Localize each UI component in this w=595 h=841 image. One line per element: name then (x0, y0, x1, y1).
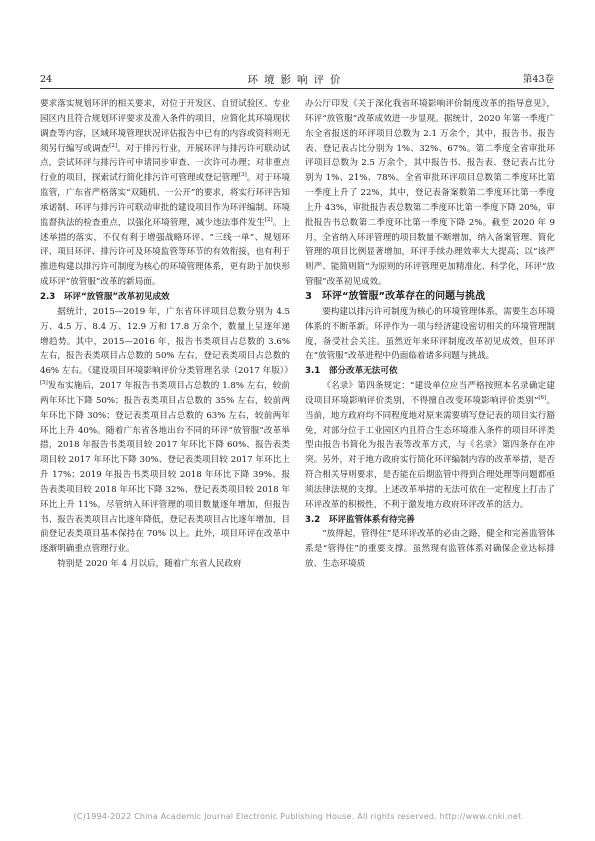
section-heading-3: 3 环评“放管服”改革存在的问题与挑战 (305, 290, 486, 302)
paragraph (40, 305, 293, 557)
text-run: 据统计，2015—2019 年，广东省环评项目总数分别为 4.5 万、4.5 万、8.4 万、12.9 万和 17.8 万余个，数量上呈逐年递增趋势。其中，2015—2016 年，报告书类项目占总数的 3.6% 左右，报告表类项目占总数的 50% 左右，登记表类项目占总数的 46% 左右。《建设项目环境影响评价分类管理名录（2017 年版）》 (40, 306, 293, 377)
text-run: 。对于排污行业，开展环评与排污许可联动试点，尝试环评与排污许可申请同步审查、一次许可办理；对非重点行业的项目，探索试行简化排污许可管理或登记管理 (40, 143, 290, 184)
paragraph: “放得起，管得住”是环评改革的必由之路，健全和完善监管体系是“管得住”的重要支撑。虽然现有监管体系对确保企业达标排放、生态环境质 (305, 529, 555, 570)
paragraph: 办公厅印发《关于深化我省环境影响评价制度改革的指导意见》，环评“放管服”改革成效进一步显现。据统计，2020 年第一季度广东全省报送的环评项目总数为 2.1 万余个，其中，报告书、报告表、登记表占比分别为 1%、32%、67%。第二季度全省审批环评项目总数为 2.5 万余个，其中报告书、报告表、登记表占比分别为 1%、21%、78%。全省审批环评项目总数第二季度环比第一季度上升了 22%，其中，登记表备案数第二季度环比第一季度上升 43%，审批报告表总数第二季度环比第一季度下降 20%，审批报告书总数第二季度环比第一季度下降 2%。截至 2020 年 9 月，全省纳入环评管理的项目数量不断增加，纳入备案管理、简化管理的项目比例显著增加，环评手续办理效率大大提高；以“该严则严、能简则简”为原则的环评管理更加精准化、科学化，环评“放管服”改革初见成效。 (305, 99, 555, 288)
volume-issue: 第43卷 (522, 74, 554, 85)
text-run: 《名录》第四条规定：“建设单位应当严格按照本名录确定建设项目环境影响评价类别，不得擅自改变环境影响评价类别” (305, 381, 555, 406)
text-run: 。当前，地方政府均不同程度地对原来需要填写登记表的项目实行豁免，对部分位于工业园区内且符合生态环境准入条件的项目环评类型由报告书简化为报告表等改革方式，与《名录》第四条存在冲突。另外，对于地方政府实行简化环评编制内容的改革举措，是否符合相关导则要求，是否能在后期监管中得到合理处理等问题都亟须法律法规的支撑。上述改革举措的无法可依在一定程度上打击了环评改革的积极性，不利于激发地方政府环评改革的活力。 (305, 395, 555, 510)
section-heading-2-3: 2.3 环评“放管服”改革初见成效 (40, 291, 170, 302)
journal-title: 环境影响评价 (247, 74, 347, 86)
section-heading-3-1: 3.1 部分改革无法可依 (305, 366, 398, 377)
paragraph: 要构建以排污许可制度为核心的环境管理体系，需要生态环境体系的不断革新。环评作为一项与经济建设密切相关的环境管理制度，备受社会关注。虽然近年来环评制度改革初见成效，但环评在“放管服”改革进程中仍面临着诸多问题与挑战。 (305, 306, 555, 362)
right-column (305, 97, 555, 572)
paragraph (40, 97, 290, 290)
text-run: 要求落实规划环评的相关要求，对位于开发区、自贸试验区、专业园区内且符合规划环评要求及准入条件的项目，应简化其环境现状调查等内容，区域环境管理状况评估报告中已有的内容或资料则无须另行编写或调查 (40, 99, 290, 154)
left-column (40, 97, 293, 572)
paragraph: 特别是 2020 年 4 月以后，随着广东省人民政府 (57, 559, 242, 570)
citation[interactable]: [2] (264, 216, 273, 223)
text-run: 。上述举措的落实，不仅有利于增强战略环评、“三线一单”、规划环评、项目环评、排污许可及环境监管等环节的有效衔接，也有利于推进构建以排污许可制度为核心的环境管理体系，更有助于加快形成环评“放管服”改革的新局面。 (40, 217, 290, 288)
citation[interactable]: [6] (538, 395, 547, 402)
citation[interactable]: [5] (40, 380, 48, 387)
citation[interactable]: [2] (109, 142, 117, 149)
page-number: 24 (40, 74, 53, 85)
citation[interactable]: [3] (238, 172, 247, 179)
running-header (40, 72, 554, 89)
copyright-footer: (C)1994-2022 China Academic Journal Electronic Publishing House. All rights reserved. http://www.cnki.net (73, 812, 522, 821)
paragraph (305, 379, 555, 513)
text-run: 发布实施后，2017 年报告书类项目占总数的 1.8% 左右，较前两年环比下降 50%；报告表类项目占总数的 35% 左右，较前两年环比下降 30%；登记表类项目占总数的 63% 左右，较前两年环比上升 40%。随着广东省各地出台不同的环评“放管服”改革举措，2018 年报告书类项目较 2017 年环比下降 60%、报告表类项目较 2017 年环比下降 30%、登记表类项目较 2017 年环比上升 17%；2019 年报告书类项目较 2018 年环比下降 39%、报告表类项目较 2018 年环比下降 32%、登记表类项目较 2018 年环比上升 11%。尽管纳入环评管理的项目数量逐年增加，但报告书、报告表类项目占比逐年降低，登记表类项目占比逐年增加，目前登记表类项目基本保持在 70% 以上。此外，项目环评在改革中逐渐明确重点管理行业。 (40, 381, 290, 555)
section-heading-3-2: 3.2 环评监管体系有待完善 (305, 514, 415, 525)
text-run: 。对于环境监管，广东省严格落实“双随机、一公开”的要求，将实行环评告知承诺制、环评与排污许可联动审批的建设项目作为环评编制、环境监督执法的检查重点，以强化环境管理，减少违法事件发生 (40, 173, 290, 228)
